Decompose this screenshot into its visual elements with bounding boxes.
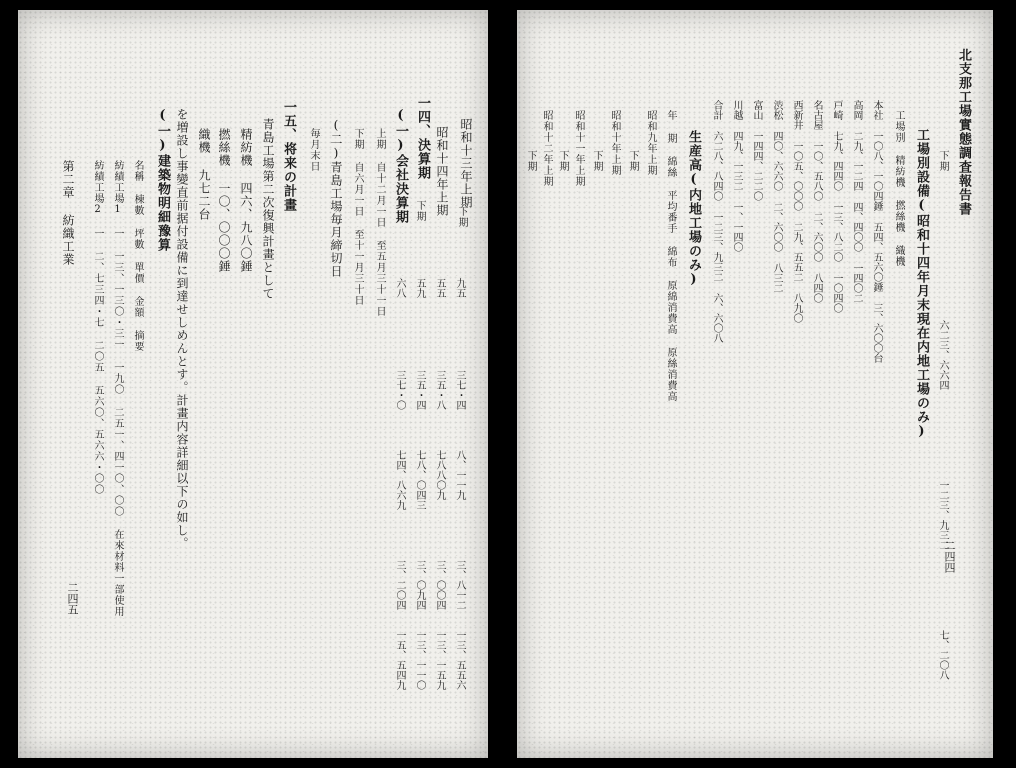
body-text: 下期 自六月一日 至十一月三十日 (352, 128, 363, 306)
table-value: 一三、一五九 (434, 630, 445, 690)
page-number: 二四五 (66, 582, 79, 615)
running-header: 北支那工場實態調査報告書 (956, 48, 971, 216)
table-row: 戸崎 七九、四四〇 一三、八二〇 一〇四〇 (831, 100, 842, 313)
table-row: 川越 四九、一三二 一、一四〇 (731, 100, 742, 252)
table-row: 富山 一四四、二二〇 (751, 100, 762, 201)
body-text: 毎月末日 (308, 128, 319, 172)
table-row: 名古屋 一〇、五八〇 二、六〇〇 八四〇 (811, 100, 822, 303)
left-page (18, 10, 488, 758)
row-label: 下期 (937, 150, 948, 172)
budget-row-2: 紡績工場2 一 二、七三四・七 二〇五 五六〇、五六六・〇〇 (92, 160, 103, 495)
section-heading: (一)会社決算期 (393, 108, 408, 224)
table-row: 高岡 二九、一二四 四、四〇〇 一四〇二 (851, 100, 862, 303)
table-value: 一三、五五六 (454, 630, 465, 690)
chapter-heading: 第二章 紡織工業 (61, 160, 75, 266)
table-value: 九五 (454, 278, 465, 298)
table-value: 三五・八 (434, 370, 445, 410)
table-value: 三五・四 (414, 370, 425, 410)
body-text: 上期 自十二月一日 至五月三十一日 (374, 128, 385, 317)
table-total: 合計 六二八、八四〇 一二三、九三二 六、六〇八 (711, 100, 722, 343)
header-value: 六二三、六六四 (937, 320, 948, 390)
row-label: 昭和十二年上期 (541, 110, 552, 187)
row-label: 下期 (557, 150, 568, 172)
budget-row-1: 紡績工場1 一 一三、一三〇・三一 一九〇 二五一、四一〇、〇〇 在來材料一部使用 (112, 160, 123, 617)
page-number: 二四四 (943, 540, 956, 573)
section-heading: 一四、決算期 (415, 96, 430, 180)
table-value: 六八 (394, 278, 405, 298)
header-value: 一二三、九三二 (937, 480, 948, 550)
row-label: 下期 (414, 200, 425, 222)
table-value: 一三、一一〇 (414, 630, 425, 690)
body-text: 撚絲機 一〇、〇〇〇錘 (217, 128, 231, 273)
row-label: 下期 (591, 150, 602, 172)
table-header: 工場別 精紡機 撚絲機 織機 (893, 110, 904, 267)
table-header: 年 期 綿絲 平均番手 綿布 原綿消費高 原絲消費高 (665, 110, 676, 402)
body-text: を増設し事變直前据付設備に到達せしめんとす。計畫内容詳細以下の如し。 (175, 108, 189, 550)
table-value: 五九 (414, 278, 425, 298)
row-label: 昭和九年上期 (645, 110, 656, 176)
table-value: 五五 (434, 278, 445, 298)
table-value: 一五、五四九 (394, 630, 405, 690)
section-heading: 生産高(内地工場のみ) (686, 130, 701, 288)
section-heading: (二)青島工場毎月締切日 (329, 118, 343, 278)
body-text: 精紡機 四六、九八〇錘 (239, 128, 253, 273)
row-label: 昭和十一年上期 (573, 110, 584, 187)
row-label: 下期 (456, 206, 467, 228)
section-heading: 一五、将来の計畫 (281, 100, 296, 212)
budget-header: 名稱 棟數 坪數 單價 金額 摘要 (132, 160, 143, 352)
table-value: 三、八一二 (454, 560, 465, 610)
table-value: 三七・〇 (394, 370, 405, 410)
section-heading: (一)建築物明細豫算 (155, 108, 170, 252)
table-value: 三、〇九四 (414, 560, 425, 610)
table-row: 渋松 四〇、六六〇 二、六〇〇 八三二 (771, 100, 782, 293)
row-label: 昭和十四年上期 (435, 126, 449, 217)
body-text: 青島工場第二次復興計畫として (261, 118, 275, 300)
table-value: 八、一一九 (454, 450, 465, 500)
table-row: 本社 一〇八、一〇四錘 五四、五六〇錘 三、六〇〇台 (871, 100, 882, 363)
row-label: 下期 (627, 150, 638, 172)
row-label: 昭和十三年上期 (459, 118, 473, 209)
table-value: 三七・四 (454, 370, 465, 410)
table-value: 七八八〇九 (434, 450, 445, 500)
table-value: 三、二〇四 (394, 560, 405, 610)
section-heading: 工場別設備(昭和十四年月末現在内地工場のみ) (914, 128, 929, 440)
right-page (517, 10, 993, 758)
row-label: 下期 (525, 150, 536, 172)
header-value: 七、二〇八 (937, 630, 948, 680)
table-value: 三、〇〇四 (434, 560, 445, 610)
table-value: 七四、八六九 (394, 450, 405, 510)
body-text: 織機 九七二台 (197, 128, 211, 221)
table-row: 西新井 一〇五、〇〇〇 二九、五五二 八九〇 (791, 100, 802, 323)
table-value: 七八、〇四三 (414, 450, 425, 510)
row-label: 昭和十年上期 (609, 110, 620, 176)
